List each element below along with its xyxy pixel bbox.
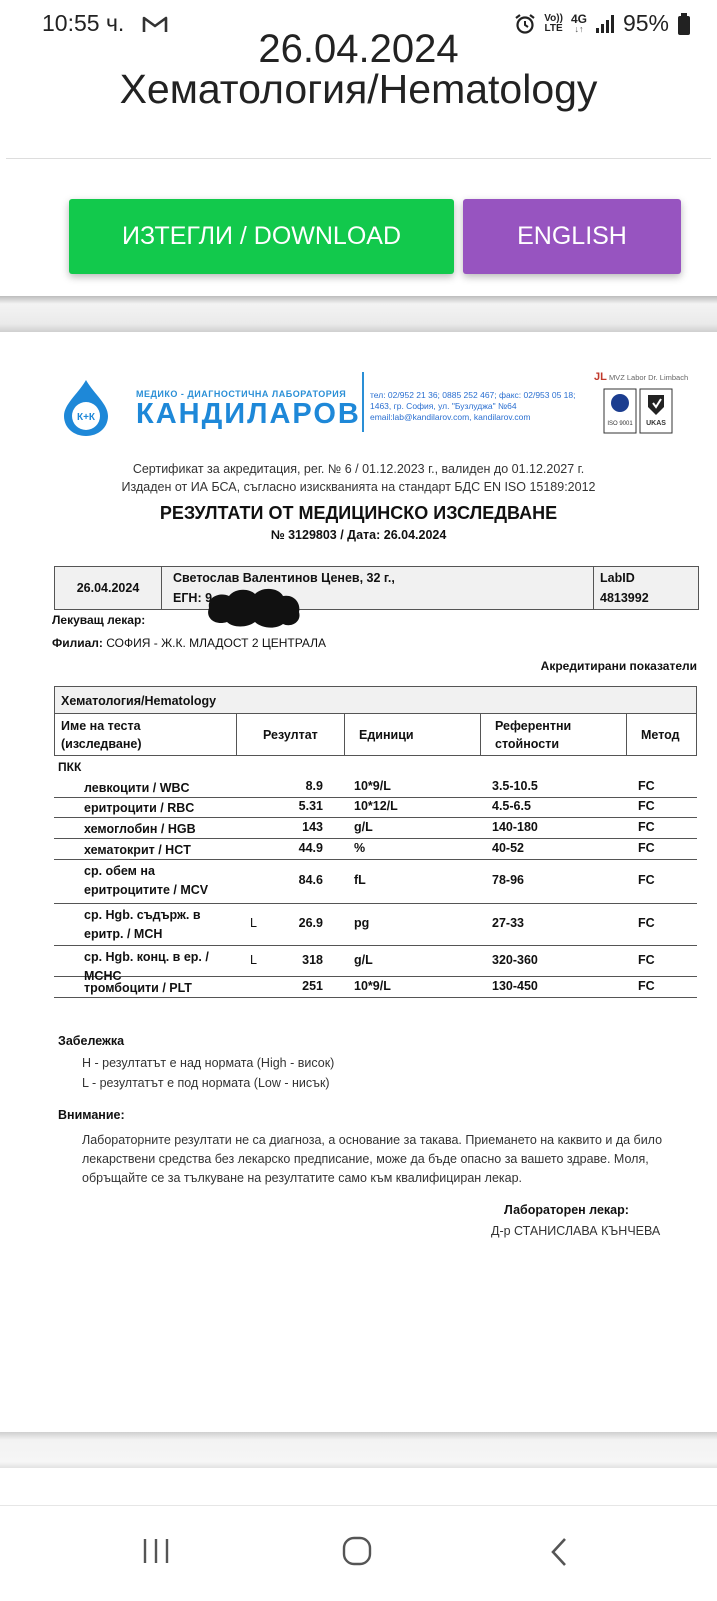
row-test-name-line: MCHC	[84, 969, 122, 983]
lab-logo-icon	[60, 378, 112, 438]
page-title: Хематология/Hematology	[119, 66, 598, 112]
row-test-name	[84, 979, 192, 998]
patient-name: Светослав Валентинов Ценев, 32 г.,	[173, 571, 395, 585]
row-reference: 4.5-6.5	[492, 799, 531, 813]
row-reference: 78-96	[492, 873, 524, 887]
row-result: 5.31	[298, 799, 323, 813]
row-test-name-line: еритр. / MCH	[84, 927, 163, 941]
row-result: 26.9	[298, 916, 323, 930]
row-method: FC	[638, 873, 655, 887]
navigation-bar	[0, 1505, 717, 1601]
contact-line: 1463, гр. София, ул. "Бузлуджа" №64	[370, 401, 517, 411]
col-result: Резултат	[237, 714, 345, 755]
col-reference	[481, 714, 627, 755]
table-row	[54, 903, 697, 946]
row-test-name	[84, 841, 191, 860]
row-test-name	[84, 906, 201, 944]
logo-text: К+К	[76, 412, 96, 423]
warning-title: Внимание:	[58, 1108, 125, 1122]
document-number: № 3129803 / Дата: 26.04.2024	[270, 528, 447, 542]
table-row	[54, 859, 697, 904]
row-method: FC	[638, 840, 655, 855]
row-method: FC	[638, 819, 655, 834]
row-unit: %	[354, 840, 366, 855]
network-label: 4G	[570, 11, 587, 26]
table-row	[54, 817, 697, 839]
row-unit: fL	[354, 873, 366, 887]
col-test	[55, 714, 237, 755]
row-reference: 320-360	[492, 952, 538, 967]
certificate-line: Сертификат за акредитация, рег. № 6 / 01.12.2023 г., валиден до 01.12.2027 г.	[132, 462, 585, 476]
row-test-name-line: ср. обем на	[84, 864, 155, 878]
row-test-name-line: ср. Hgb. съдърж. в	[84, 908, 201, 922]
signer-label: Лабораторен лекар:	[504, 1203, 629, 1217]
row-test-name	[84, 779, 190, 798]
row-method: FC	[638, 778, 655, 793]
row-result: 143	[302, 819, 323, 834]
lab-contacts	[370, 390, 595, 423]
partner-name: MVZ Labor Dr. Limbach	[608, 373, 689, 382]
recent-apps-icon[interactable]	[141, 1536, 171, 1566]
row-unit: 10*12/L	[354, 799, 398, 813]
row-flag: L	[250, 952, 257, 967]
labid-value: 4813992	[600, 591, 649, 605]
row-method: FC	[638, 916, 655, 930]
row-result: 318	[302, 952, 323, 967]
group-label: ПКК	[58, 760, 82, 774]
document-title: РЕЗУЛТАТИ ОТ МЕДИЦИНСКО ИЗСЛЕДВАНЕ	[159, 503, 558, 523]
branch-value: СОФИЯ - Ж.К. МЛАДОСТ 2 ЦЕНТРАЛА	[106, 636, 327, 650]
row-flag: L	[250, 916, 257, 930]
table-row	[54, 838, 697, 860]
row-method: FC	[638, 952, 655, 967]
patient-date: 26.04.2024	[55, 567, 162, 609]
row-reference: 130-450	[492, 978, 538, 993]
table-header	[54, 714, 697, 756]
row-unit: g/L	[354, 819, 373, 834]
row-test-name-line: хемоглобин / HGB	[84, 821, 196, 836]
partner-label: JL MVZ Labor Dr. Limbach	[594, 371, 689, 383]
branch-label: Филиал:	[52, 636, 103, 650]
row-unit: pg	[354, 916, 370, 930]
row-reference: 27-33	[492, 916, 524, 930]
back-icon[interactable]	[548, 1536, 570, 1568]
note-low: L - резултатът е под нормата (Low - нисък)	[82, 1076, 330, 1090]
row-test-name-line: тромбоцити / PLT	[84, 980, 192, 995]
section-header: Хематология/Hematology	[54, 686, 697, 714]
lab-subtitle: МЕДИКО - ДИАГНОСТИЧНА ЛАБОРАТОРИЯ	[136, 389, 347, 399]
row-result: 84.6	[298, 873, 323, 887]
logo-divider	[362, 372, 364, 432]
row-reference: 3.5-10.5	[492, 778, 538, 793]
row-reference: 140-180	[492, 819, 538, 834]
patient-box	[54, 566, 699, 610]
row-test-name-line: еритроцити / RBC	[84, 801, 195, 815]
col-reference-line: стойности	[495, 736, 560, 751]
col-units: Единици	[345, 714, 481, 755]
row-unit: 10*9/L	[354, 778, 391, 793]
scrolled-date: 26.04.2024	[258, 27, 459, 71]
volte-label: Vo))	[544, 12, 563, 24]
data-arrows-icon: ↓↑	[574, 23, 584, 34]
divider	[6, 158, 711, 159]
contact-line: email:lab@kandilarov.com, kandilarov.com	[370, 412, 531, 422]
row-result: 8.9	[305, 778, 323, 793]
row-result: 44.9	[298, 840, 323, 855]
redaction-mark	[203, 586, 303, 628]
branch-line	[52, 636, 326, 650]
table-row	[54, 797, 697, 818]
row-test-name-line: ср. Hgb. конц. в ер. /	[84, 950, 209, 964]
col-method: Метод	[641, 727, 680, 742]
signer-name: Д-р СТАНИСЛАВА КЪНЧЕВА	[491, 1224, 661, 1238]
row-method: FC	[638, 799, 655, 813]
row-test-name-line: хематокрит / HCT	[84, 842, 191, 857]
table-row	[54, 976, 697, 998]
row-test-name	[84, 862, 208, 900]
section-separator	[0, 296, 717, 332]
col-reference-line: Референтни	[495, 718, 572, 733]
note-title: Забележка	[58, 1034, 125, 1048]
table-row	[54, 945, 697, 983]
certification-badges	[604, 389, 674, 437]
badge-iso: ISO 9001	[607, 421, 633, 427]
row-test-name	[84, 799, 194, 818]
patient-egn: ЕГН: 9	[173, 591, 213, 605]
english-button[interactable]: ENGLISH	[463, 199, 681, 274]
lte-label: LTE	[544, 22, 563, 34]
labid-cell	[593, 567, 699, 609]
section-separator	[0, 1432, 717, 1468]
badge-ukas: UKAS	[646, 420, 666, 427]
row-reference: 40-52	[492, 840, 524, 855]
certification-icon	[604, 389, 674, 437]
warning-text: Лабораторните резултати не са диагноза, а основание за такава. Приемането на каквито и да било лекарствени средства без лекарско предписание, може да бъде опасно за вашето здраве. Моля, обръщайте се за тълкуване на резултатите само към квалифициран лекар.	[82, 1133, 663, 1185]
row-result: 251	[302, 978, 323, 993]
row-test-name-line: левкоцити / WBC	[84, 780, 190, 795]
lab-name: КАНДИЛАРОВ	[136, 398, 361, 430]
col-test-line: Име на теста	[61, 718, 141, 733]
treating-doctor-label: Лекуващ лекар:	[52, 613, 146, 627]
row-unit: 10*9/L	[354, 978, 391, 993]
contact-line: тел: 02/952 21 36; 0885 252 467; факс: 02/953 05 18;	[370, 390, 576, 400]
certificate-line: Издаден от ИА БСА, съгласно изискванията на стандарт БДС EN ISO 15189:2012	[121, 480, 596, 494]
battery-percent: 95%	[622, 10, 669, 36]
row-unit: g/L	[354, 952, 373, 967]
table-row	[54, 776, 697, 798]
row-test-name-line: еритроцитите / MCV	[84, 883, 209, 897]
labid-label: LabID	[600, 571, 635, 585]
row-method: FC	[638, 978, 655, 993]
row-test-name	[84, 820, 196, 839]
accredited-label: Акредитирани показатели	[540, 659, 697, 673]
col-test-line: (изследване)	[61, 736, 142, 751]
home-icon[interactable]	[340, 1534, 374, 1568]
status-time: 10:55 ч.	[42, 10, 125, 36]
note-high: H - резултатът е над нормата (High - висок)	[82, 1056, 335, 1070]
download-button[interactable]: ИЗТЕГЛИ / DOWNLOAD	[69, 199, 454, 274]
